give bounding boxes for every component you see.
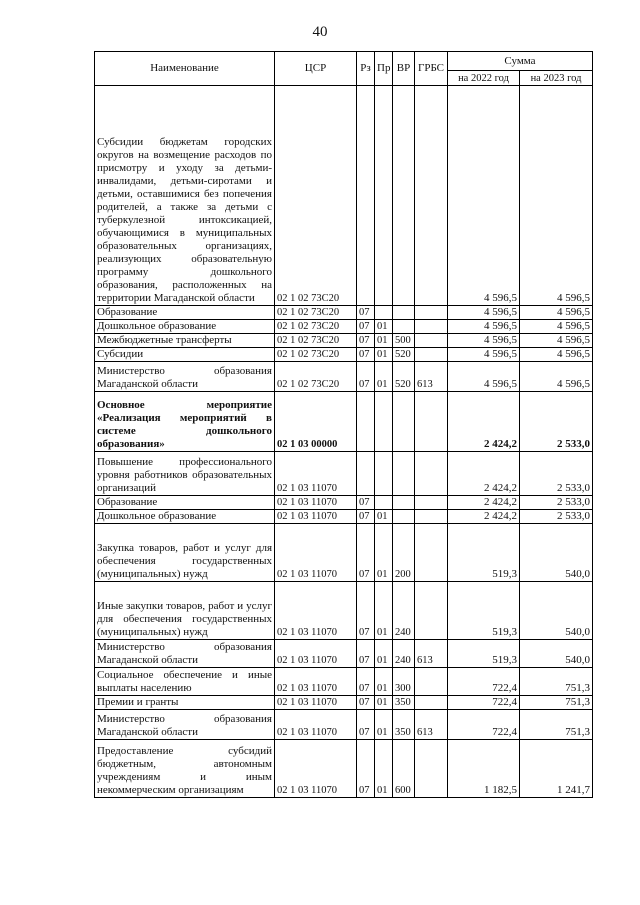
row-pr — [375, 86, 393, 306]
row-pr: 01 — [375, 348, 393, 362]
row-csr: 02 1 02 73С20 — [275, 362, 357, 392]
row-sum-2023: 751,3 — [520, 668, 593, 696]
row-sum-2023: 2 533,0 — [520, 496, 593, 510]
row-name: Дошкольное образование — [95, 510, 275, 524]
row-rz: 07 — [357, 510, 375, 524]
table-row — [95, 362, 593, 392]
header-csr: ЦСР — [275, 52, 357, 86]
row-rz: 07 — [357, 306, 375, 320]
row-vr: 350 — [393, 696, 415, 710]
row-rz: 07 — [357, 668, 375, 696]
table-body — [95, 86, 593, 798]
header-rz: Рз — [357, 52, 375, 86]
row-pr: 01 — [375, 668, 393, 696]
row-csr: 02 1 03 11070 — [275, 496, 357, 510]
row-csr: 02 1 03 11070 — [275, 452, 357, 496]
row-vr — [393, 320, 415, 334]
row-name: Образование — [95, 306, 275, 320]
row-sum-2023: 4 596,5 — [520, 320, 593, 334]
row-grbs — [415, 348, 448, 362]
row-sum-2023: 2 533,0 — [520, 392, 593, 452]
table-row — [95, 86, 593, 306]
row-vr — [393, 452, 415, 496]
table-row — [95, 452, 593, 496]
row-sum-2022: 722,4 — [448, 696, 520, 710]
row-sum-2022: 4 596,5 — [448, 86, 520, 306]
row-grbs — [415, 452, 448, 496]
header-vr: ВР — [393, 52, 415, 86]
header-grbs: ГРБС — [415, 52, 448, 86]
row-rz: 07 — [357, 710, 375, 740]
row-rz: 07 — [357, 320, 375, 334]
row-pr: 01 — [375, 524, 393, 582]
row-sum-2022: 519,3 — [448, 524, 520, 582]
row-csr: 02 1 03 11070 — [275, 510, 357, 524]
row-vr: 200 — [393, 524, 415, 582]
row-name: Межбюджетные трансферты — [95, 334, 275, 348]
table-row — [95, 640, 593, 668]
row-grbs — [415, 524, 448, 582]
row-pr: 01 — [375, 640, 393, 668]
row-csr: 02 1 02 73С20 — [275, 320, 357, 334]
row-name: Премии и гранты — [95, 696, 275, 710]
row-pr: 01 — [375, 740, 393, 798]
header-year-2022: на 2022 год — [448, 71, 520, 86]
row-rz — [357, 452, 375, 496]
table-row — [95, 496, 593, 510]
row-csr: 02 1 02 73С20 — [275, 86, 357, 306]
row-pr: 01 — [375, 320, 393, 334]
row-rz: 07 — [357, 348, 375, 362]
row-csr: 02 1 03 11070 — [275, 696, 357, 710]
row-vr — [393, 306, 415, 320]
row-rz: 07 — [357, 696, 375, 710]
table-row — [95, 524, 593, 582]
row-csr: 02 1 02 73С20 — [275, 306, 357, 320]
row-pr: 01 — [375, 696, 393, 710]
row-name: Основное мероприятие «Реализация мероприятий в системе дошкольного образования» — [95, 392, 275, 452]
header-sum: Сумма — [448, 52, 593, 71]
budget-table — [94, 51, 593, 798]
row-sum-2022: 4 596,5 — [448, 362, 520, 392]
row-pr — [375, 392, 393, 452]
row-pr — [375, 496, 393, 510]
row-sum-2023: 540,0 — [520, 524, 593, 582]
row-sum-2023: 2 533,0 — [520, 452, 593, 496]
row-csr: 02 1 03 11070 — [275, 582, 357, 640]
row-name: Предоставление субсидий бюджетным, автономным учреждениям и иным некоммерческим организациям — [95, 740, 275, 798]
row-sum-2023: 4 596,5 — [520, 86, 593, 306]
row-sum-2023: 540,0 — [520, 640, 593, 668]
row-sum-2022: 4 596,5 — [448, 334, 520, 348]
row-grbs — [415, 320, 448, 334]
row-vr: 300 — [393, 668, 415, 696]
row-sum-2023: 751,3 — [520, 696, 593, 710]
row-name: Министерство образования Магаданской области — [95, 362, 275, 392]
row-sum-2022: 519,3 — [448, 582, 520, 640]
row-name: Повышение профессионального уровня работников образовательных организаций — [95, 452, 275, 496]
table-row — [95, 668, 593, 696]
row-sum-2022: 4 596,5 — [448, 348, 520, 362]
row-vr: 350 — [393, 710, 415, 740]
row-rz: 07 — [357, 334, 375, 348]
table-row — [95, 334, 593, 348]
page-number: 40 — [312, 24, 328, 40]
row-pr: 01 — [375, 362, 393, 392]
row-vr: 600 — [393, 740, 415, 798]
row-rz — [357, 392, 375, 452]
row-csr: 02 1 03 11070 — [275, 668, 357, 696]
row-grbs — [415, 510, 448, 524]
table-row — [95, 320, 593, 334]
row-vr — [393, 496, 415, 510]
row-name: Образование — [95, 496, 275, 510]
row-csr: 02 1 03 11070 — [275, 640, 357, 668]
row-sum-2022: 519,3 — [448, 640, 520, 668]
row-csr: 02 1 03 11070 — [275, 740, 357, 798]
row-sum-2023: 751,3 — [520, 710, 593, 740]
row-vr: 240 — [393, 640, 415, 668]
row-sum-2022: 2 424,2 — [448, 496, 520, 510]
row-sum-2023: 4 596,5 — [520, 334, 593, 348]
row-grbs — [415, 392, 448, 452]
row-rz: 07 — [357, 496, 375, 510]
row-sum-2022: 2 424,2 — [448, 510, 520, 524]
table-row — [95, 710, 593, 740]
row-pr: 01 — [375, 510, 393, 524]
header-name: Наименование — [95, 52, 275, 86]
row-vr: 520 — [393, 362, 415, 392]
row-rz: 07 — [357, 740, 375, 798]
table-row — [95, 306, 593, 320]
row-pr — [375, 306, 393, 320]
row-grbs — [415, 740, 448, 798]
row-grbs — [415, 86, 448, 306]
row-name: Министерство образования Магаданской области — [95, 640, 275, 668]
row-sum-2023: 540,0 — [520, 582, 593, 640]
row-rz: 07 — [357, 582, 375, 640]
row-grbs — [415, 696, 448, 710]
row-name: Субсидии — [95, 348, 275, 362]
row-csr: 02 1 03 00000 — [275, 392, 357, 452]
table-row — [95, 696, 593, 710]
row-sum-2022: 1 182,5 — [448, 740, 520, 798]
row-name: Субсидии бюджетам городских округов на возмещение расходов по присмотру и уходу за детьми-инвалидами, детьми-сиротами и детьми, оставшимися без попечения родителей, а также за детьми с туберкулезной интоксикацией, обучающимися в муниципальных образовательных организациях, реализующих образовательную программу дошкольного образования, расположенных на территории Магаданской области — [95, 86, 275, 306]
row-sum-2023: 4 596,5 — [520, 362, 593, 392]
row-pr: 01 — [375, 710, 393, 740]
row-sum-2023: 1 241,7 — [520, 740, 593, 798]
row-vr: 240 — [393, 582, 415, 640]
row-sum-2022: 2 424,2 — [448, 452, 520, 496]
row-vr — [393, 510, 415, 524]
row-csr: 02 1 02 73С20 — [275, 334, 357, 348]
row-name: Иные закупки товаров, работ и услуг для обеспечения государственных (муниципальных) нужд — [95, 582, 275, 640]
row-name: Закупка товаров, работ и услуг для обеспечения государственных (муниципальных) нужд — [95, 524, 275, 582]
table-row — [95, 740, 593, 798]
row-vr: 520 — [393, 348, 415, 362]
row-vr — [393, 86, 415, 306]
table-row — [95, 582, 593, 640]
row-grbs: 613 — [415, 640, 448, 668]
row-sum-2022: 722,4 — [448, 710, 520, 740]
row-csr: 02 1 03 11070 — [275, 524, 357, 582]
row-name: Дошкольное образование — [95, 320, 275, 334]
row-sum-2022: 4 596,5 — [448, 306, 520, 320]
row-pr — [375, 452, 393, 496]
row-pr: 01 — [375, 334, 393, 348]
row-grbs — [415, 334, 448, 348]
row-grbs — [415, 306, 448, 320]
row-sum-2023: 4 596,5 — [520, 306, 593, 320]
row-csr: 02 1 03 11070 — [275, 710, 357, 740]
row-name: Министерство образования Магаданской области — [95, 710, 275, 740]
row-sum-2022: 722,4 — [448, 668, 520, 696]
row-grbs — [415, 668, 448, 696]
row-vr — [393, 392, 415, 452]
row-vr: 500 — [393, 334, 415, 348]
table-row — [95, 510, 593, 524]
header-year-2023: на 2023 год — [520, 71, 593, 86]
row-sum-2023: 4 596,5 — [520, 348, 593, 362]
row-sum-2022: 2 424,2 — [448, 392, 520, 452]
header-pr: Пр — [375, 52, 393, 86]
row-sum-2023: 2 533,0 — [520, 510, 593, 524]
row-grbs — [415, 582, 448, 640]
row-grbs: 613 — [415, 362, 448, 392]
row-sum-2022: 4 596,5 — [448, 320, 520, 334]
row-grbs: 613 — [415, 710, 448, 740]
row-grbs — [415, 496, 448, 510]
row-rz: 07 — [357, 640, 375, 668]
row-rz — [357, 86, 375, 306]
row-name: Социальное обеспечение и иные выплаты населению — [95, 668, 275, 696]
row-pr: 01 — [375, 582, 393, 640]
row-rz: 07 — [357, 362, 375, 392]
row-rz: 07 — [357, 524, 375, 582]
table-row — [95, 348, 593, 362]
row-csr: 02 1 02 73С20 — [275, 348, 357, 362]
table-row — [95, 392, 593, 452]
